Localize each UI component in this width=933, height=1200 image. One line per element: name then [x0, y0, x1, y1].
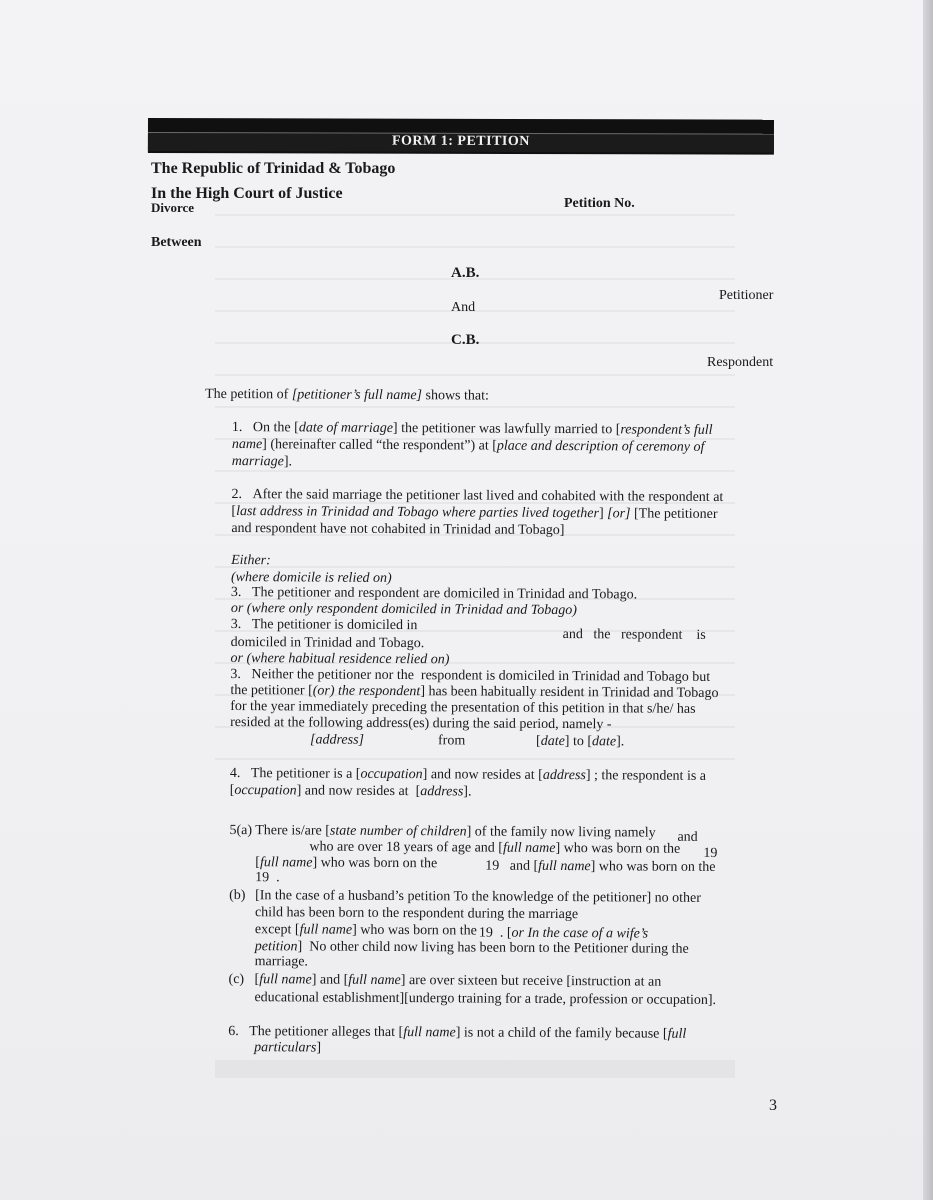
- para-5b-line-1: [In the case of a husband’s petition To the knowledge of the petitioner] no other: [255, 888, 702, 906]
- para-6-line-1: 6. The petitioner alleges that [full name] is not a child of the family because [full: [228, 1024, 687, 1042]
- date-range: [date] to [date].: [535, 733, 625, 750]
- para-6-line-2: particulars]: [254, 1040, 322, 1056]
- para-5b-line-4: petition] No other child now living has been born to the Petitioner during the: [254, 939, 689, 957]
- para-3c-line-4: resided at the following address(es) during the said period, namely -: [230, 715, 612, 733]
- para-3b-line-2: domiciled in Trinidad and Tobago.: [230, 635, 425, 652]
- para-5a-line-1: 5(a) There is/are [state number of children] of the family now living namely: [229, 823, 656, 841]
- form-title: FORM 1: PETITION: [391, 133, 530, 149]
- para-5a-line-3: [full name] who was born on the: [255, 855, 438, 872]
- para-3c-line-2: the petitioner [(or) the respondent] has been habitually resident in Trinidad and Tobago: [230, 683, 719, 701]
- para-4-line-2: [occupation] and now resides at [address].: [229, 783, 472, 800]
- para-5b-line-3: except [full name] who was born on the: [254, 922, 477, 939]
- domicile-note: (where domicile is relied on): [230, 570, 392, 586]
- para-5b-label: (b): [229, 888, 246, 904]
- form-title-bar: [148, 118, 774, 155]
- from-label: from: [437, 733, 466, 749]
- para-2-line-2: [last address in Trinidad and Tobago where parties lived together] [or] [The petitioner: [231, 504, 718, 522]
- para-3b-line-1-right: and the respondent is: [562, 627, 706, 643]
- para-2-line-1: 2. After the said marriage the petitioner last lived and cohabited with the respondent at: [231, 487, 724, 506]
- para-5a-line-4: 19 .: [255, 870, 280, 886]
- para-5a-year: 19: [703, 845, 718, 861]
- page-edge: [923, 0, 933, 1200]
- page-number: 3: [769, 1097, 777, 1114]
- para-3b-line-1: 3. The petitioner is domiciled in: [230, 617, 418, 634]
- para-5c-label: (c): [228, 972, 245, 988]
- para-5b-line-2: child has been born to the respondent during the marriage: [254, 905, 579, 923]
- petitioner-name: A.B.: [451, 265, 480, 281]
- petitioner-role: Petitioner: [719, 288, 774, 303]
- habitual-residence-note: or (where habitual residence relied on): [230, 651, 450, 668]
- para-4-line-1: 4. The petitioner is a [occupation] and now resides at [address] ; the respondent is a: [229, 766, 707, 784]
- para-5a-line-3-tail: 19 and [full name] who was born on the: [485, 858, 716, 875]
- para-3a: 3. The petitioner and respondent are domiciled in Trinidad and Tobago.: [230, 585, 638, 603]
- either-label: Either:: [231, 553, 271, 569]
- and-label: And: [451, 300, 476, 315]
- respondent-role: Respondent: [707, 355, 774, 370]
- intro-line: The petition of [petitioner’s full name] shows that:: [205, 386, 489, 404]
- para-5a-line-2: who are over 18 years of age and [full name] who was born on the: [309, 839, 681, 857]
- division-label: Divorce: [151, 200, 195, 215]
- court-heading: In the High Court of Justice: [151, 185, 343, 202]
- address-placeholder: [address]: [310, 732, 365, 748]
- para-3c-line-3: for the year immediately preceding the presentation of this petition in that s/he/ has: [230, 699, 696, 717]
- para-5c-line-2: educational establishment][undergo training for a trade, profession or occupation].: [254, 990, 717, 1008]
- respondent-domicile-note: or (where only respondent domiciled in Trinidad and Tobago): [230, 601, 577, 619]
- between-label: Between: [151, 235, 202, 250]
- para-1-line-1: 1. On the [date of marriage] the petitioner was lawfully married to [respondent’s full: [231, 420, 713, 438]
- para-5c-line-1: [full name] and [full name] are over sixteen but receive [instruction at an: [254, 972, 662, 990]
- para-5b-line-5: marriage.: [254, 954, 308, 970]
- petition-number-label: Petition No.: [564, 196, 635, 211]
- para-3c-line-1: 3. Neither the petitioner nor the respondent is domiciled in Trinidad and Tobago but: [230, 667, 711, 685]
- para-1-line-2: name] (hereinafter called “the respondent”) at [place and description of ceremony of: [231, 437, 705, 455]
- para-1-line-3: marriage].: [231, 454, 293, 470]
- para-5b-line-3-tail: 19 . [or In the case of a wife’s: [478, 925, 649, 942]
- republic-heading: The Republic of Trinidad & Tobago: [151, 160, 396, 177]
- para-2-line-3: and respondent have not cohabited in Trinidad and Tobago]: [231, 521, 565, 539]
- para-5a-and: and: [677, 829, 698, 845]
- bleed-through-shadow-bottom: [215, 1060, 735, 1078]
- respondent-name: C.B.: [451, 332, 480, 348]
